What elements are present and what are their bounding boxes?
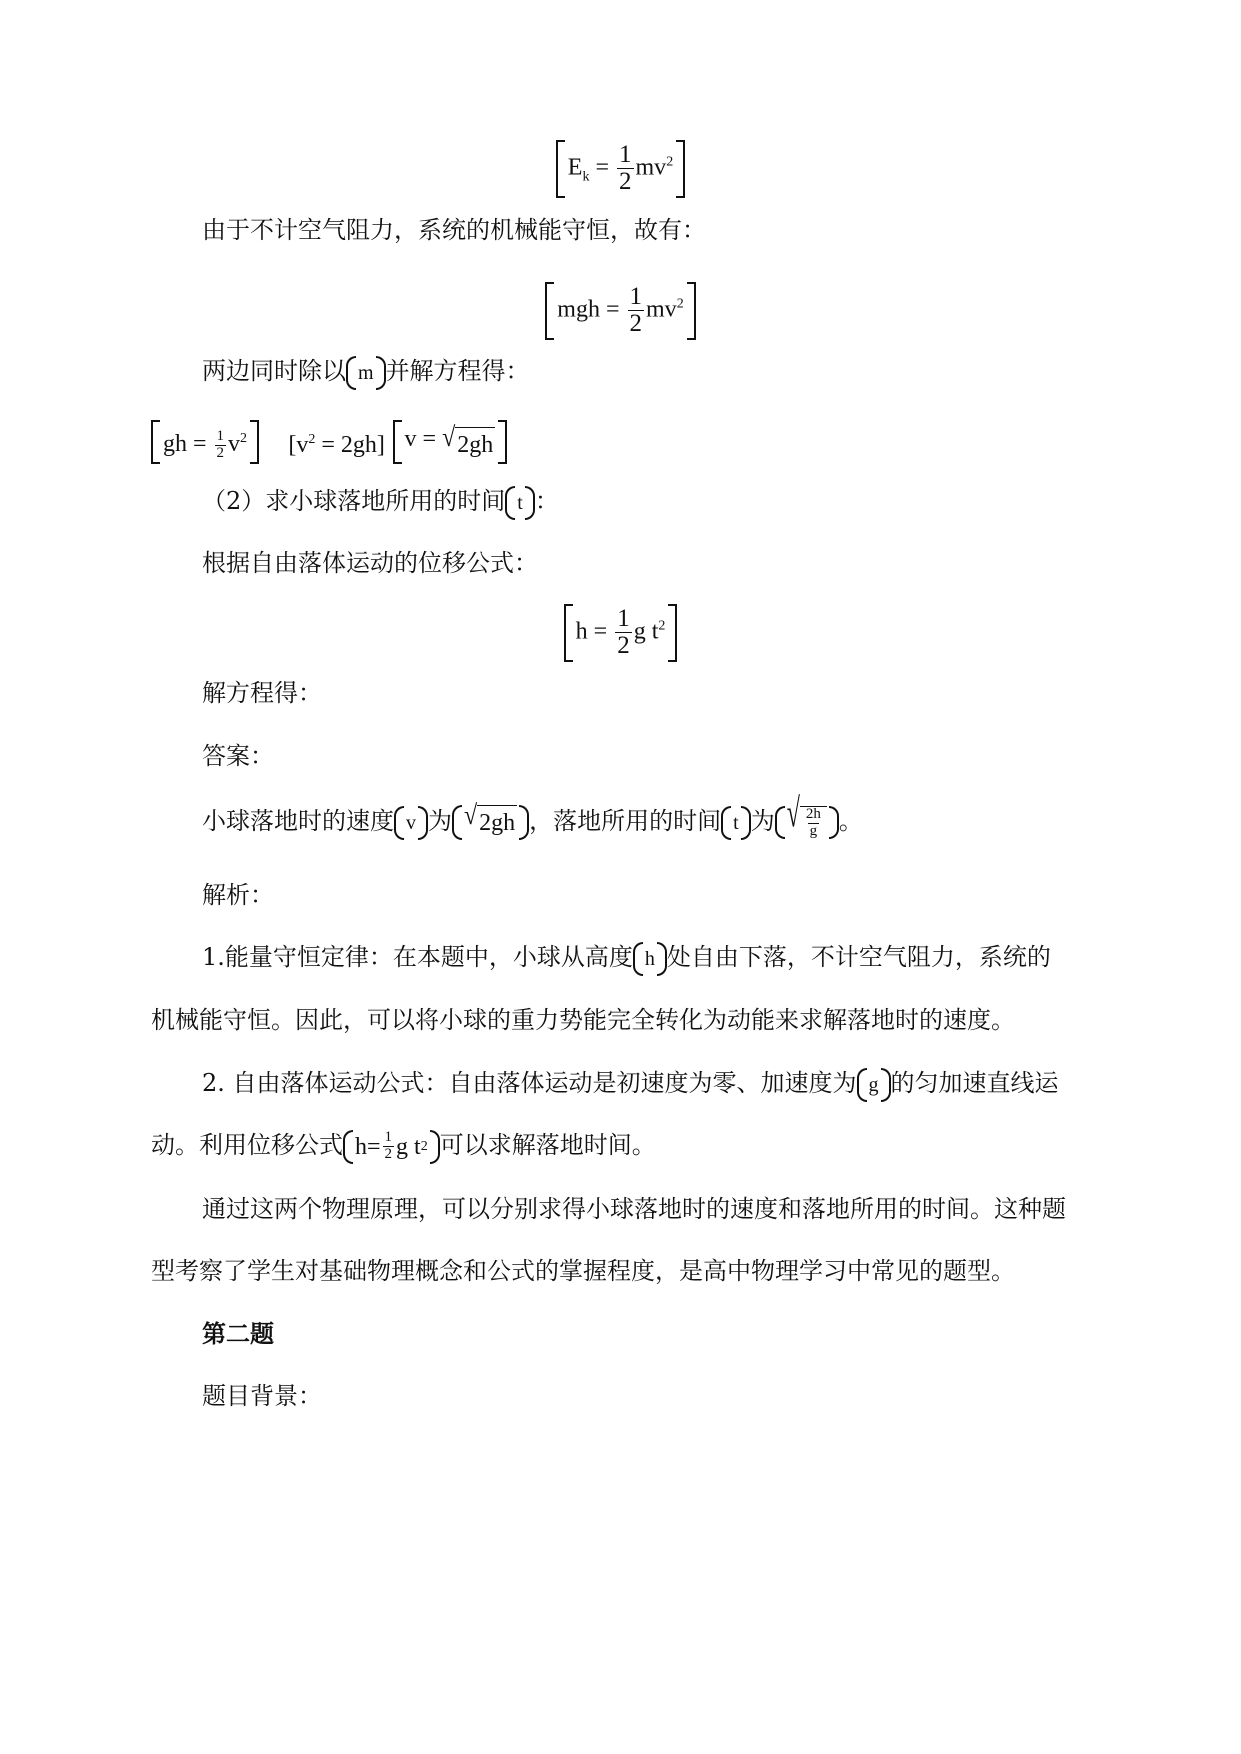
symbol-gt: g t [396,1133,421,1160]
paren-left [505,486,515,520]
text-answer-is: 为 [750,807,775,835]
paren-right [881,1068,891,1102]
denominator: 2 [216,445,225,462]
bracket-right [676,140,685,198]
math-block [564,604,678,662]
equation-body [163,420,247,464]
paren-right [829,806,839,840]
symbol-v: v [296,431,309,458]
fraction-half [615,606,632,660]
text-analysis2-c: 动。利用位移公式 [151,1131,343,1159]
radical-sign: √ [442,423,456,454]
symbol-gt: g t [633,618,659,645]
inline-displacement-formula [343,1130,440,1164]
paragraph-solve: 解方程得： [202,679,322,707]
symbol-h: h [575,618,588,645]
superscript-2: 2 [420,1138,428,1154]
text-analysis1-a: 1.能量守恒定律：在本题中，小球从高度 [202,943,633,971]
denominator: 2 [619,168,632,196]
paragraph-analysis-2 [202,1066,1059,1102]
fraction-2h-g [804,807,823,840]
text-divide-suffix: 并解方程得： [385,357,530,385]
fraction-half [617,142,634,196]
bracket-left [564,604,573,662]
paragraph-summary: 通过这两个物理原理，可以分别求得小球落地时的速度和落地所用的时间。这种题 [202,1195,1066,1223]
superscript-2: 2 [308,431,316,447]
label-question-background: 题目背景： [202,1382,322,1410]
symbol-h: h [644,947,655,970]
equation-body [557,282,683,340]
text-analysis2-a: 2. 自由落体运动公式：自由落体运动是初速度为零、加速度为 [202,1069,857,1097]
paren-left [857,1068,867,1102]
paren-right [519,805,529,840]
inline-sqrt-2gh [452,801,529,840]
paren-left [346,356,356,390]
math-v2-eq-2gh [288,423,385,462]
paren-right [741,806,751,840]
numerator: 1 [629,283,643,310]
sqrt-2gh [442,423,495,462]
math-block [556,140,685,198]
math-block [545,282,695,340]
paren-right [430,1130,440,1164]
close-bracket: ] [376,431,385,458]
superscript-2: 2 [676,296,684,312]
text-analysis2-b: 的匀加速直线运 [890,1069,1059,1097]
text-analysis1-b: 处自由下落，不计空气阻力，系统的 [666,943,1051,971]
radicand: 2gh [477,805,517,840]
bracket-right [668,604,677,662]
symbol-gh: gh [163,431,187,458]
superscript-2: 2 [240,431,248,447]
bracket-left [556,140,565,198]
bracket-right [250,420,259,464]
symbol-m: m [358,361,374,384]
math-gh-half-v2 [151,420,259,464]
paragraph-analysis-1-cont: 机械能守恒。因此，可以将小球的重力势能完全转化为动能来求解落地时的速度。 [151,1006,1015,1034]
numerator: 1 [617,605,630,632]
numerator: 1 [216,428,225,445]
equals-sign: = [605,296,620,323]
paren-left [343,1130,353,1164]
text-part2-suffix: ： [534,487,559,515]
inline-sqrt-2h-over-g [775,792,839,840]
paren-right [657,942,667,976]
paragraph-part2 [202,484,559,520]
label-analysis: 解析： [202,881,274,909]
text-analysis2-d: 可以求解落地时间。 [439,1131,656,1159]
paragraph-analysis-2-cont [151,1128,656,1164]
bracket-left [151,420,160,464]
superscript-2: 2 [658,618,666,634]
paragraph-answer [202,792,863,840]
sqrt-2gh [464,801,517,840]
superscript-2: 2 [666,154,674,170]
denominator: 2 [384,1146,393,1162]
paren-right [376,356,386,390]
equation-body [405,420,496,464]
symbol-t: t [733,811,739,834]
paragraph-summary-cont: 型考察了学生对基础物理概念和公式的掌握程度，是高中物理学习中常见的题型。 [151,1257,1015,1285]
symbol-g: g [868,1073,879,1096]
bracket-left [545,282,554,340]
numerator: 2h [805,805,821,822]
paren-right [525,486,535,520]
open-bracket: [ [288,431,297,458]
symbol-t: t [517,491,523,514]
heading-question-2: 第二题 [202,1319,274,1348]
paren-left [452,805,462,840]
paragraph-energy-conservation: 由于不计空气阻力，系统的机械能守恒，故有： [202,216,706,244]
symbol-v: v [406,811,416,834]
fraction-half [215,429,227,462]
subscript-k: k [582,169,590,185]
equation-row-solve-v [151,420,507,464]
text-answer-is: 为 [428,807,452,835]
fraction-half [628,284,645,338]
numerator: 1 [619,141,632,168]
paren-left [721,806,731,840]
inline-var-t [721,806,751,840]
text-period: 。 [838,807,863,835]
paragraph-analysis-1 [202,940,1051,976]
paragraph-divide [202,354,530,390]
expr-eq-2gh: = 2gh [321,431,377,458]
equals-sign: = [422,426,437,452]
numerator: 1 [384,1129,393,1146]
symbol-h: h [355,1133,367,1160]
inline-var-v [394,806,428,840]
paragraph-displacement-intro: 根据自由落体运动的位移公式： [202,549,538,577]
equation-kinetic-energy [0,140,1241,198]
text-part2-prefix: （2）求小球落地所用的时间 [202,487,506,515]
equation-displacement [0,604,1241,662]
radical-sign: √ [464,801,478,832]
equals-sign: = [193,431,207,458]
equals-sign: = [367,1133,381,1160]
symbol-mgh: mgh [557,296,600,323]
bracket-right [687,282,696,340]
paren-right [418,806,428,840]
symbol-mv: mv [646,296,677,323]
math-v-eq-sqrt [393,420,508,464]
denominator: g [809,822,818,839]
inline-var-h [633,942,667,976]
radicand: 2gh [455,427,495,462]
inline-var-g [857,1068,891,1102]
bracket-right [498,420,507,464]
equals-sign: = [593,618,608,645]
fraction-half [383,1130,395,1163]
denominator: 2 [617,632,630,660]
equation-body [576,604,666,662]
paren-left [394,806,404,840]
radical-sign: √ [786,792,800,837]
inline-var-m [346,356,386,390]
denominator: 2 [629,310,643,338]
symbol-v: v [228,431,241,458]
inline-var-t [505,486,535,520]
equals-sign: = [595,154,610,181]
symbol-mv: mv [635,154,667,181]
symbol-e: E [567,154,583,181]
radicand [800,806,827,840]
paren-left [633,942,643,976]
symbol-v: v [404,426,417,452]
text-divide-prefix: 两边同时除以 [202,357,346,385]
equation-body [568,140,673,198]
equation-mgh [0,282,1241,340]
label-answer: 答案： [202,742,274,770]
text-answer-speed: 小球落地时的速度 [202,807,394,835]
sqrt-fraction [786,792,827,840]
bracket-left [393,420,402,464]
paren-left [775,806,785,840]
text-answer-time: ，落地所用的时间 [529,807,722,835]
